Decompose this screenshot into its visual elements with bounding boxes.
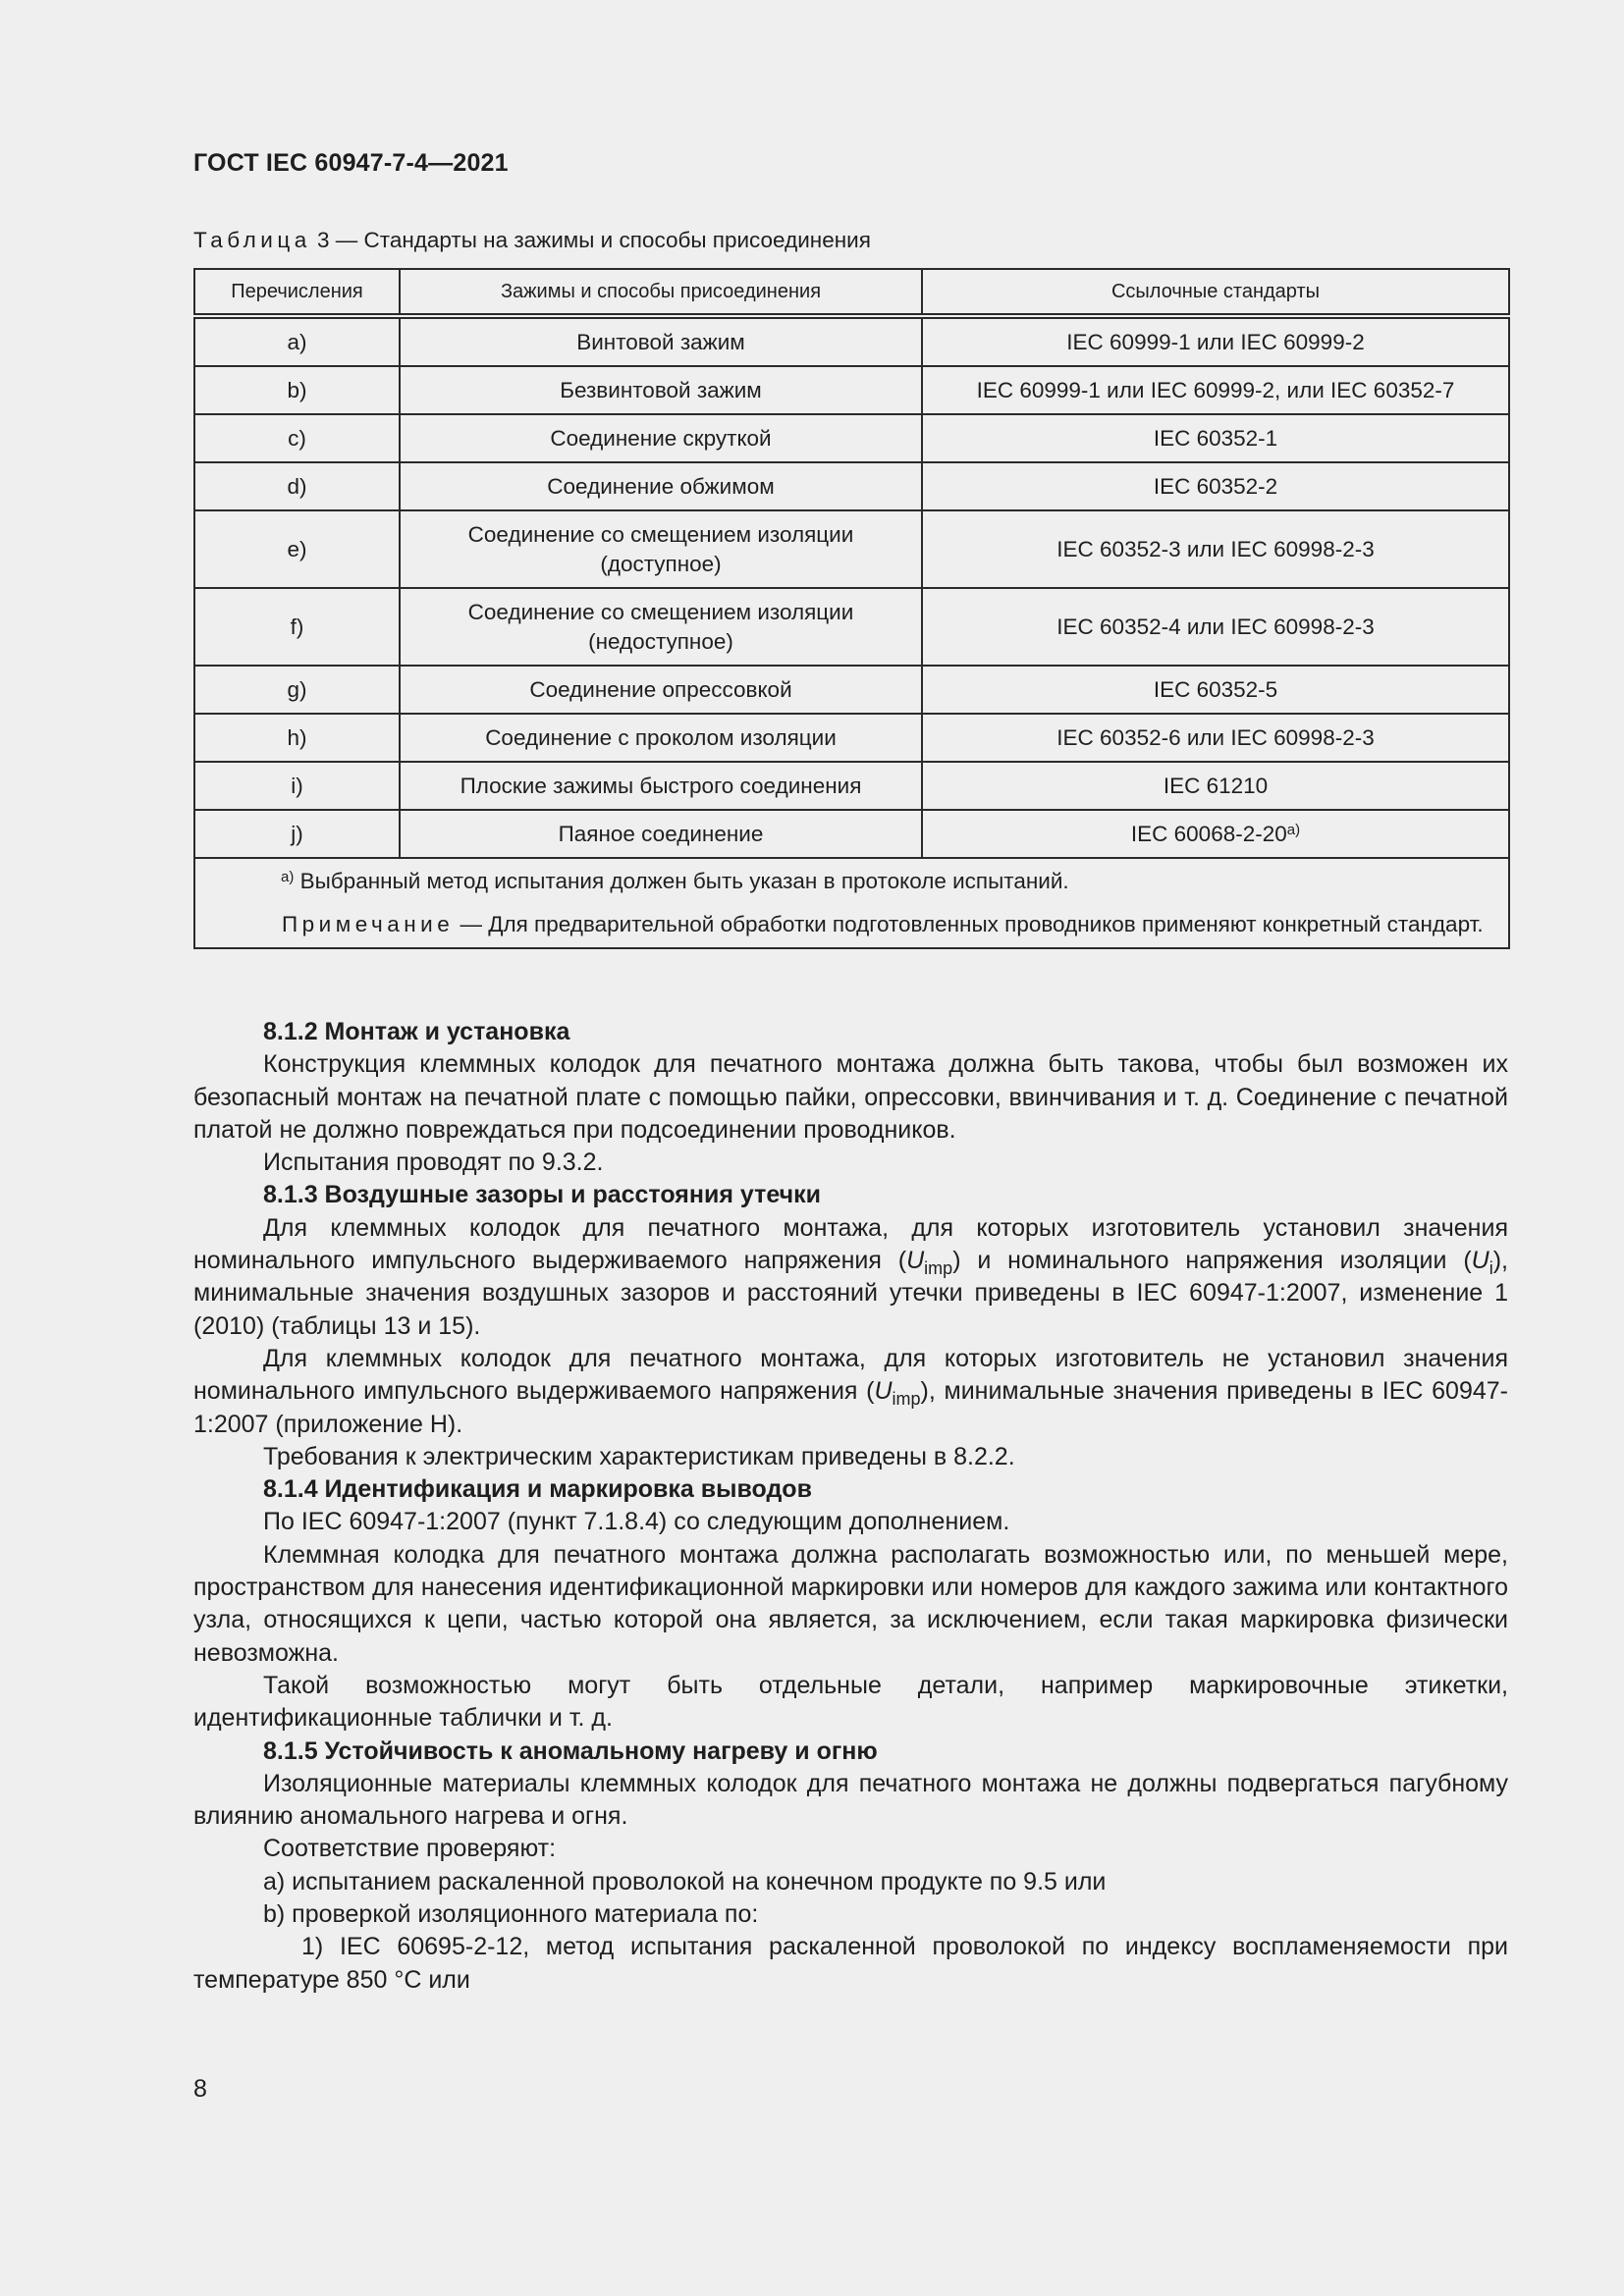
enum-cell: e) <box>194 510 400 588</box>
paragraph: Клеммная колодка для печатного монтажа должна располагать возможностью или, по меньшей мере, пространством для нанесения идентификационной маркировки или номеров для каждого зажима или контактного узла, относящихся к цепи, частью которой она является, за исключением, если такая маркировка физически невозможна. <box>193 1540 1508 1667</box>
paragraph: Требования к электрическим характеристикам приведены в 8.2.2. <box>263 1442 1015 1470</box>
text-run: ), минимальные значения воздушных зазоров и расстояний утечки приведены в IEC 60947-1:2007, изменение 1 (2010) (таблицы 13 и 15). <box>193 1247 1509 1340</box>
enum-cell: b) <box>194 366 400 414</box>
enum-cell: a) <box>194 316 400 366</box>
symbol-u: U <box>906 1247 925 1275</box>
table-footnote <box>199 867 1494 896</box>
table-row <box>194 462 1509 510</box>
symbol-u: U <box>874 1377 893 1406</box>
paragraph: Такой возможностью могут быть отдельные детали, например маркировочные этикетки, идентификационные таблички и т. д. <box>193 1671 1508 1733</box>
method-line: Соединение со смещением изоляции <box>467 599 854 624</box>
standard-cell: IEC 60999-1 или IEC 60999-2 <box>922 316 1509 366</box>
symbol-u: U <box>1471 1247 1489 1275</box>
subscript-imp: imp <box>892 1389 921 1410</box>
note-text: — Для предварительной обработки подготовленных проводников применяют конкретный стандарт. <box>454 912 1484 936</box>
table-row <box>194 714 1509 762</box>
method-cell: Винтовой зажим <box>400 316 922 366</box>
table-row <box>194 414 1509 462</box>
body-text <box>193 1016 1508 1997</box>
section-heading: 8.1.5 Устойчивость к аномальному нагреву и огню <box>263 1736 878 1765</box>
column-header: Ссылочные стандарты <box>922 269 1509 316</box>
paragraph: Испытания проводят по 9.3.2. <box>263 1148 604 1177</box>
method-cell: Соединение с проколом изоляции <box>400 714 922 762</box>
column-header: Зажимы и способы присоединения <box>400 269 922 316</box>
table-notes-row <box>194 858 1509 948</box>
method-cell <box>400 510 922 588</box>
standard-cell: IEC 60352-5 <box>922 666 1509 714</box>
method-cell: Соединение обжимом <box>400 462 922 510</box>
section-heading: 8.1.2 Монтаж и установка <box>263 1018 570 1045</box>
section-heading: 8.1.4 Идентификация и маркировка выводов <box>263 1475 812 1504</box>
text-run: ) и номинального напряжения изоляции ( <box>952 1247 1472 1275</box>
enum-cell: d) <box>194 462 400 510</box>
footnote-mark: a) <box>281 869 295 885</box>
table-row <box>194 316 1509 366</box>
method-line: (доступное) <box>600 551 722 576</box>
table-note <box>199 910 1494 939</box>
text-run: Для клеммных колодок для печатного монтажа, для которых изготовитель установил значения номинального импульсного выдерживаемого напряжения ( <box>193 1213 1508 1275</box>
standard-cell: IEC 60352-2 <box>922 462 1509 510</box>
section-heading: 8.1.3 Воздушные зазоры и расстояния утечки <box>263 1181 822 1209</box>
text-run: ), минимальные значения приведены в IEC 60947-1:2007 (приложение Н). <box>193 1377 1508 1438</box>
table-row <box>194 510 1509 588</box>
table-row <box>194 366 1509 414</box>
method-cell: Соединение скруткой <box>400 414 922 462</box>
paragraph: По IEC 60947-1:2007 (пункт 7.1.8.4) со следующим дополнением. <box>263 1508 1010 1536</box>
standard-cell: IEC 60352-4 или IEC 60998-2-3 <box>922 588 1509 666</box>
paragraph: Конструкция клеммных колодок для печатного монтажа должна быть такова, чтобы был возможен их безопасный монтаж на печатной плате с помощью пайки, опрессовки, ввинчивания и т. д. Соединение с печатной платой не должно повреждаться при подсоединении проводников. <box>193 1050 1508 1144</box>
table-header-row <box>194 269 1509 316</box>
text-run: Для клеммных колодок для печатного монтажа, для которых изготовитель не установил значения номинального импульсного выдерживаемого напряжения ( <box>193 1344 1508 1406</box>
paragraph: Соответствие проверяют: <box>263 1835 557 1863</box>
enum-cell: f) <box>194 588 400 666</box>
method-cell: Плоские зажимы быстрого соединения <box>400 762 922 810</box>
standard-cell: IEC 61210 <box>922 762 1509 810</box>
table-caption <box>193 228 871 253</box>
standard-text: IEC 60068-2-20 <box>1130 821 1287 846</box>
list-item: b) проверкой изоляционного материала по: <box>263 1900 759 1929</box>
paragraph <box>193 1212 1508 1343</box>
paragraph <box>193 1343 1508 1441</box>
list-subitem: 1) IEC 60695-2-12, метод испытания раскаленной проволокой по индексу воспламеняемости при температуре 850 °С или <box>193 1933 1508 1994</box>
footnote-ref: a) <box>1286 821 1301 838</box>
document-header: ГОСТ IEC 60947-7-4—2021 <box>193 149 509 177</box>
method-line: (недоступное) <box>588 628 733 654</box>
method-cell: Безвинтовой зажим <box>400 366 922 414</box>
method-cell: Паяное соединение <box>400 810 922 858</box>
note-label: Примечание <box>282 912 455 936</box>
table-row <box>194 588 1509 666</box>
standard-cell: IEC 60352-1 <box>922 414 1509 462</box>
page-number: 8 <box>193 2075 207 2103</box>
enum-cell: g) <box>194 666 400 714</box>
standard-cell <box>922 810 1509 858</box>
subscript-i: i <box>1489 1258 1493 1279</box>
table-caption-label: Таблица <box>193 228 311 252</box>
footnote-text: Выбранный метод испытания должен быть указан в протоколе испытаний. <box>299 869 1069 893</box>
table-row <box>194 762 1509 810</box>
column-header: Перечисления <box>194 269 400 316</box>
enum-cell: j) <box>194 810 400 858</box>
method-cell: Соединение опрессовкой <box>400 666 922 714</box>
table-caption-title: 3 — Стандарты на зажимы и способы присоединения <box>317 228 871 252</box>
table-row <box>194 810 1509 858</box>
paragraph: Изоляционные материалы клеммных колодок для печатного монтажа не должны подвергаться пагубному влиянию аномального нагрева и огня. <box>193 1769 1508 1831</box>
table-row <box>194 666 1509 714</box>
standard-cell: IEC 60352-6 или IEC 60998-2-3 <box>922 714 1509 762</box>
list-item: a) испытанием раскаленной проволокой на конечном продукте по 9.5 или <box>263 1867 1107 1896</box>
table-notes <box>194 858 1509 948</box>
method-cell <box>400 588 922 666</box>
standard-cell: IEC 60999-1 или IEC 60999-2, или IEC 60352-7 <box>922 366 1509 414</box>
subscript-imp: imp <box>924 1258 953 1279</box>
standard-cell: IEC 60352-3 или IEC 60998-2-3 <box>922 510 1509 588</box>
enum-cell: h) <box>194 714 400 762</box>
method-line: Соединение со смещением изоляции <box>467 521 854 547</box>
enum-cell: c) <box>194 414 400 462</box>
enum-cell: i) <box>194 762 400 810</box>
standards-table <box>193 268 1510 949</box>
